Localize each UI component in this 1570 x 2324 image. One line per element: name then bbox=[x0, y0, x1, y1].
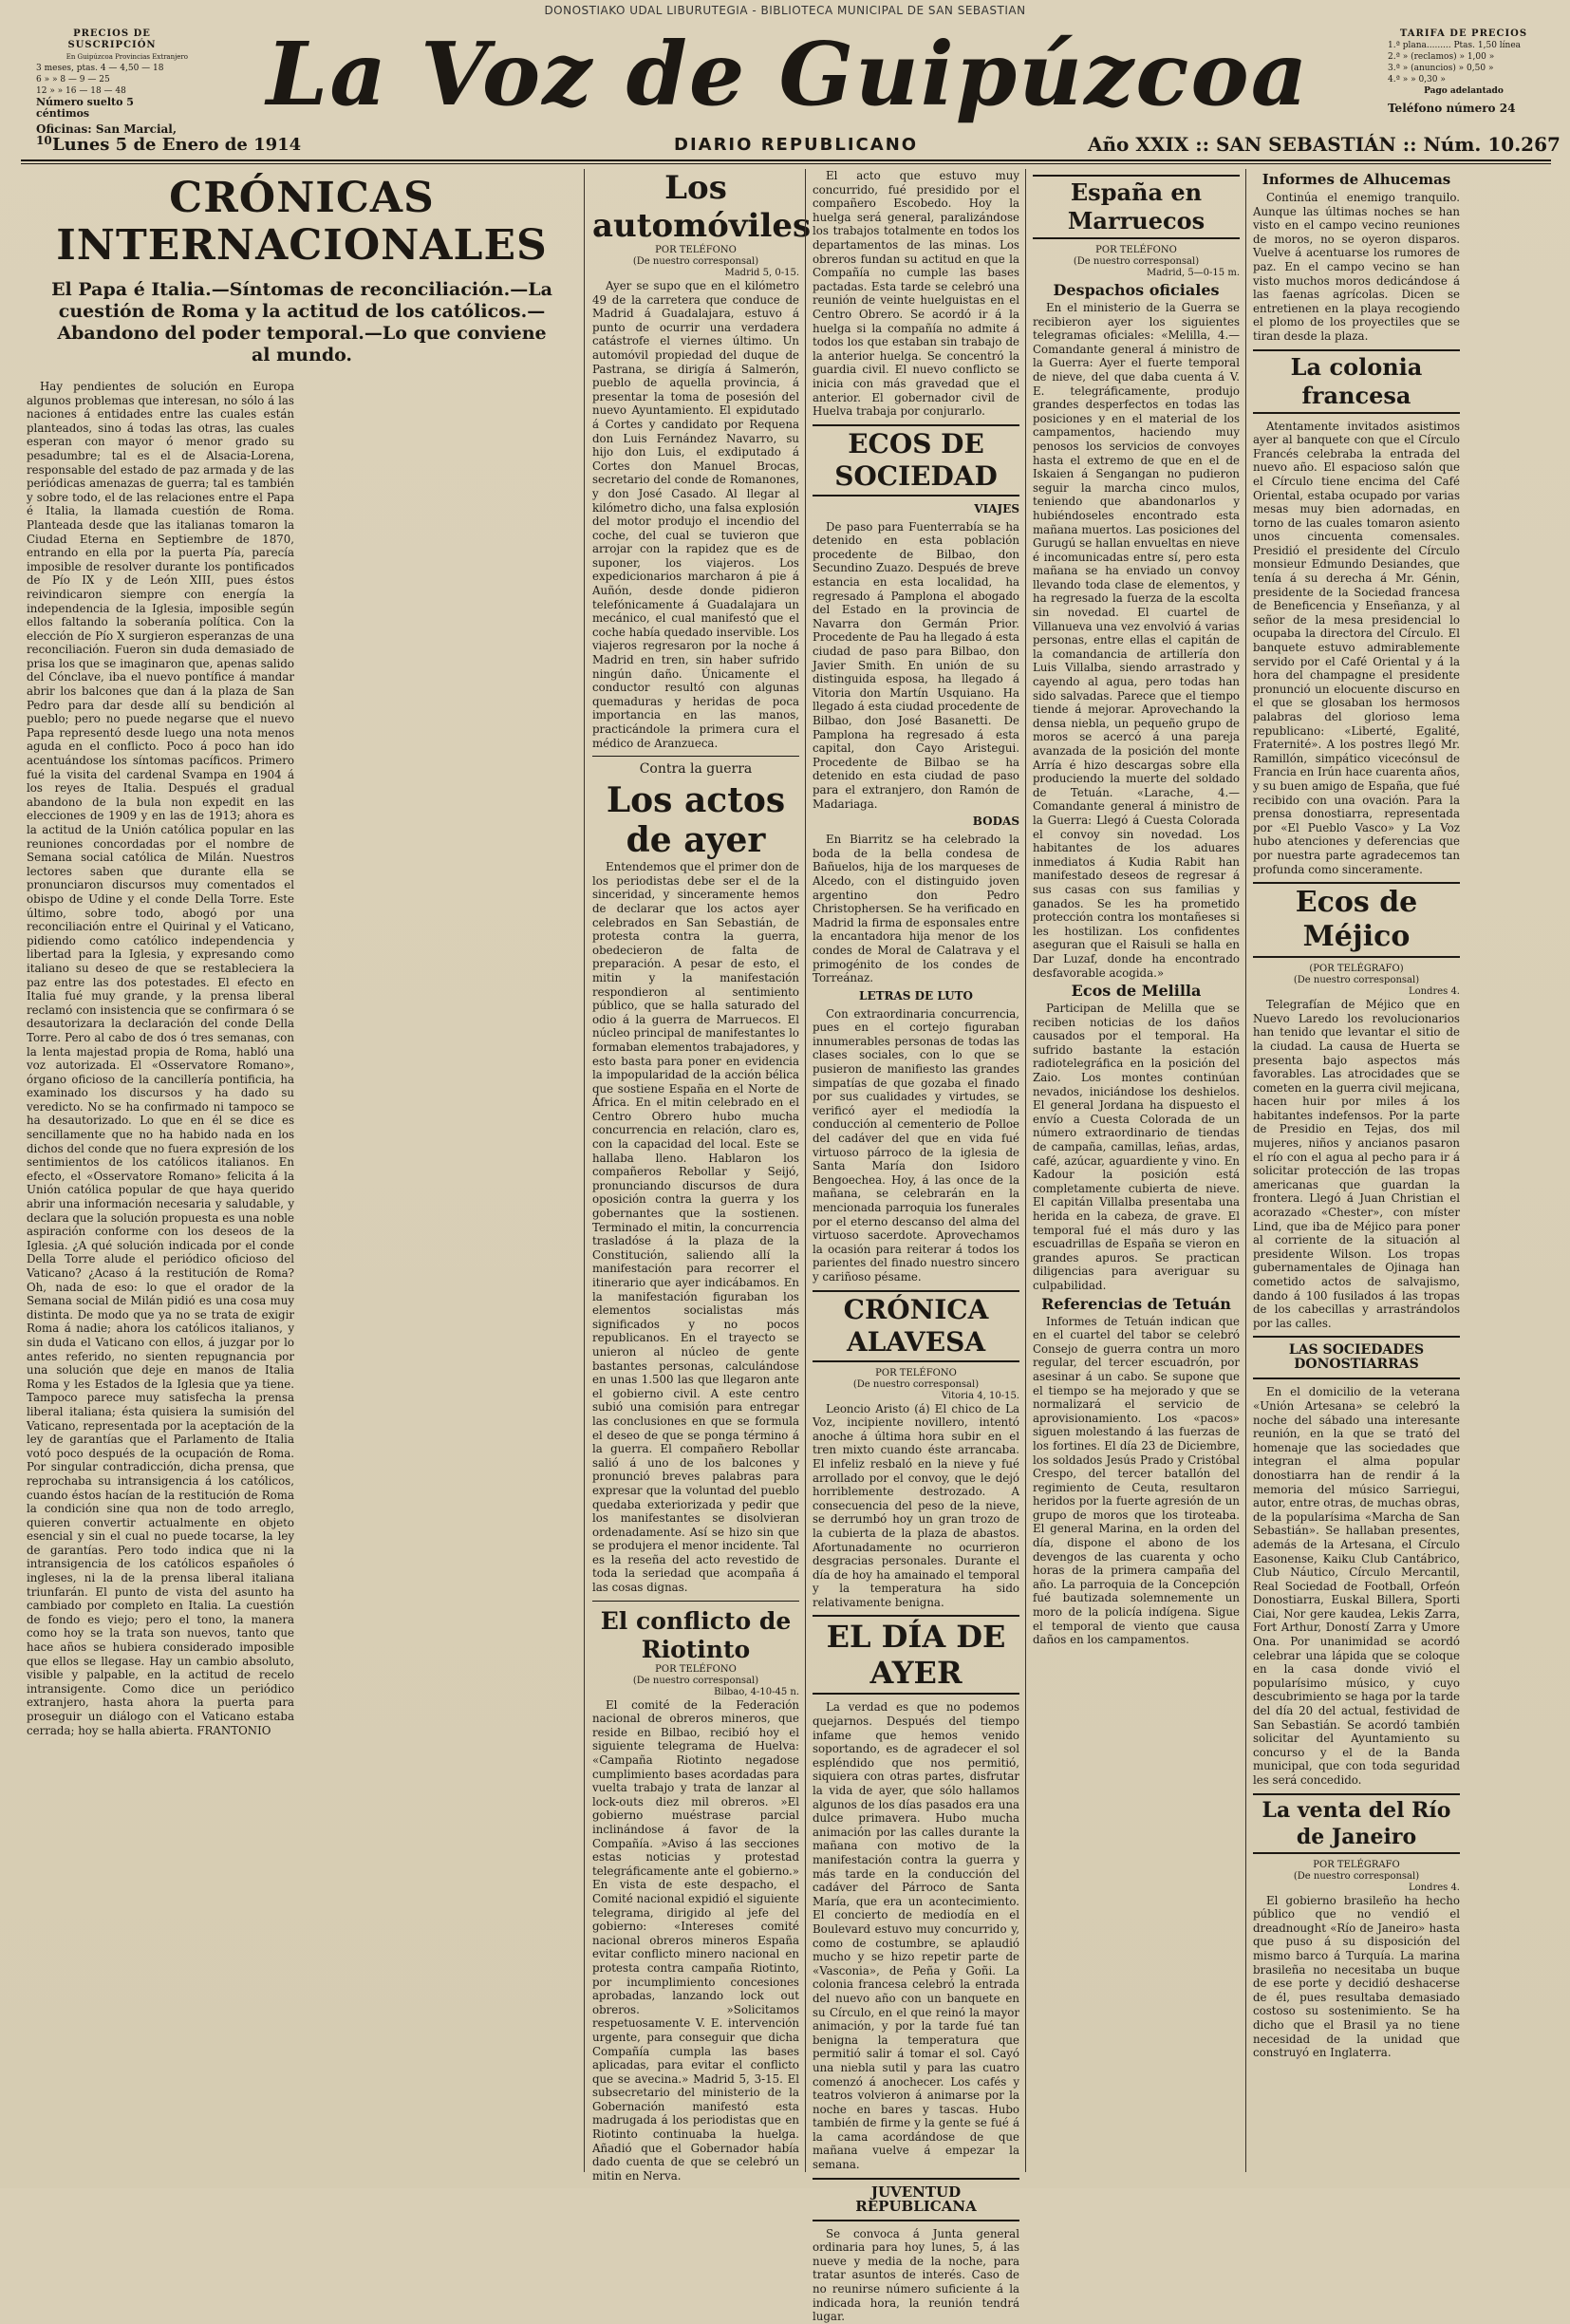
alava-text: Leoncio Aristo (á) El chico de La Voz, incipiente novillero, intentó anoche á última hora subir en el tren mixto cuando éste arrancaba. El infeliz resbaló en la nieve y fué arrollado por el convoy, que le dejó horriblemente destrozado. A consecuencia del peso de la nieve, se derrumbó hoy un gran trozo de la cubierta de la plaza de abastos. Afortunadamente no ocurrieron desgracias personales. Durante el día de hoy ha amainado el temporal y la temperatura ha sido relativamente benigna. bbox=[813, 1401, 1019, 1609]
society-box bbox=[813, 424, 1019, 497]
correspondent-label: (De nuestro corresponsal) bbox=[852, 1378, 980, 1390]
subscription-columns: En Guipúzcoa Provincias Extranjero bbox=[65, 53, 188, 61]
official-dispatches-kicker: Despachos oficiales bbox=[1053, 281, 1220, 299]
rates-heading: TARIFA DE PRECIOS bbox=[1399, 28, 1528, 39]
international-text: Hay pendientes de solución en Europa algunos problemas que interesan, no sólo á las naciones á entidades entre las cuales están planteados, sino á todas las otras, las cuales esperan con mayor ó menor grado su pesadumbre; tal es el de Alsacia-Lorena, responsable del estado de paz armada y de las periódicas amenazas de guerra; tal es también y sobre todo, el de las relaciones entre el Papa é Italia, la llamada cuestión de Roma. Planteada desde que las italianas tomaron la Ciudad Eterna en Septiembre de 1870, entrando en ella por la puerta Pía, parecía imposible de resolver durante los pontificados de Pío IX y de León XIII, pues éstos reivindicaron siempre con energía la independencia de la Iglesia, imposible según ellos faltando la soberanía política. Con la elección de Pío X surgieron esperanzas de una reconciliación. Fueron sin duda demasiado de prisa los que se imaginaron que, apenas salido del Cónclave, iba el nuevo pontífice á mandar abrir los balcones que dan á la plaza de San Pedro para dar desde allí su bendición al pueblo; pero no puede negarse que el nuevo Papa representó desde luego una nota menos aguda en el conflicto. Poco á poco han ido acentuándose los síntomas pacíficos. Primero fué la visita del cardenal Svampa en 1904 á los reyes de Italia. Después el gradual abandono de la bula non expedit en las elecciones de 1909 y en las de 1913; ahora es la actitud de la Unión católica popular en las reuniones concordadas por el nombre de Semana social católica de Milán. Nuestros lectores saben que durante ella se pronunciaron discursos muy comentados el obispo de Udine y el conde Della Torre. Este último, sobre todo, abogó por una reconciliación entre el Quirinal y el Vaticano, pidiendo como católico independencia y libertad para la Iglesia, y expresando como italiano su deseo de que se restableciera la paz entre las dos potestades. El efecto en Italia fué muy grande, y la prensa liberal reclamó con insistencia que se confirmara ó se desautorizara la declaración del conde Della Torre. Pero al cabo de dos ó tres semanas, con la lenta majestad propia de Roma, habló una voz autorizada. El «Osservatore Romano», órgano oficioso de la cancillería pontificia, ha examinado los discursos y ha dado su veredicto. No se ha confirmado ni tampoco se ha desautorizado. Lo que en él se dice es sencillamente que no ha habido nada en los dichos del conde que no fuera expresión de los sentimientos de los católicos italianos. En efecto, el «Osservatore Romano» felicita á la Unión católica popular de que haya querido abrir una información necesaria y saludable, y declara que la solución propuesta es una noble aspiración conforme con los deseos de la Iglesia. ¿A qué solución indicada por el conde Della Torre alude el periódico oficioso del Vaticano? ¿Acaso á la restitución de Roma? Oh, nada de eso: lo que el orador de la Semana social de Milán pidió es una cosa muy distinta. De modo que ya no se trata de exigir Roma á nadie; ahora los católicos italianos, y sin duda el Vaticano con ellos, á juzgar por lo antes referido, no sienten repugnancia por una solución que deje en manos de Italia Roma y les Estados de la Iglesia que ya tiene. Tampoco parece muy satisfecha la prensa liberal italiana; ésta quisiera la sumisión del Vaticano, representada por la aceptación de la ley de garantías que el Parlamento de Italia votó poco después de la ocupación de Roma. Por singular contradicción, dicha prensa, que reprochaba su intransigencia á los católicos, cuando éstos hacían de la restitución de Roma la condición sine qua non de todo arreglo, quieren convertir actualmente en objeto esencial y sin el cual no puede tocarse, la ley de garantías. Pero todo indica que ni la intransigencia de los católicos españoles ó ingleses, ni la de la prensa liberal italiana triunfarán. El punto de vista del asunto ha cambiado por completo en Italia. La cuestión de fondo es viejo; pero el tono, la manera como hoy se la trata son nuevos, tanto que hace años se hubiera considerado imposible que ellos se llegase. Hay un cambio absoluto, visible y palpable, en la actitud de recelo intransigente. Como dice un periódico extranjero, hasta ahora la puerta para proseguir un diálogo con el Vaticano estaba cerrada; hoy se halla abierta. FRANTONIO bbox=[27, 380, 294, 1737]
issue-number: Año XXIX :: SAN SEBASTIÁN :: Núm. 10.267 bbox=[1088, 133, 1561, 156]
travel-kicker: VIAJES bbox=[974, 501, 1019, 515]
international-heading: CRÓNICAS INTERNACIONALES bbox=[56, 174, 548, 270]
mexico-text: Telegrafían de Méjico que en Nuevo Laredo los revolucionarios han tenido que levantar el sitio de la ciudad. La causa de Huerta se presenta bajo aspectos más favorables. Las atrocidades que se cometen en la guerra civil mejicana, hacen huir por miles á los habitantes indefensos. Por la parte de Presidio en Tejas, dos mil mujeres, niños y ancianos pasaron el río con el agua al pecho para ir á solicitar protección de las tropas americanas que guardan la frontera. Llegó á Juan Christian el acorazado «Chester», con míster Lind, que iba de Méjico para poner al corriente de la situación al presidente Wilson. Los tropas gubernamentales de Ojinaga han cometido actos de salvajismo, dando á 100 fusilados á las tropas de los cabecillas y arrastrándolos por las calles. bbox=[1253, 998, 1460, 1330]
mourning-kicker: LETRAS DE LUTO bbox=[859, 988, 973, 1003]
dateline: Madrid 5, 0-15. bbox=[724, 268, 799, 278]
rio-box bbox=[1253, 1793, 1460, 1854]
alava-box bbox=[813, 1290, 1019, 1362]
yesterday-text: La verdad es que no podemos quejarnos. Después del tiempo infame que hemos venido soportando, es de agradecer el sol espléndido que nos permitió, siquiera con otras partes, disfrutar la vida de ayer, que sólo hallamos algunos de los días pasados era una dulce primavera. Hubo mucha animación por las calles durante la mañana con motivo de la manifestación contra la guerra y más tarde en la conducción del cadáver del Párroco de Santa María, que era un acontecimiento. El concierto de mediodía en el Boulevard estuvo muy concurrido y, como de costumbre, se aplaudió mucho y se hizo repetir parte de «Vasconia», de Peña y Goñi. La colonia francesa celebró la entrada del nuevo año con un banquete en su Círculo, en el que reinó la mayor animación, y por la tarde fué tan benigna la temperatura que permitió salir á tomar el sol. Cayó una niebla sutil y para las cuatro comenzó á anochecer. Los cafés y teatros volvieron á animarse por la noche en bares y tascas. Hubo también de firme y la gente se fué á la cama acordándose de que mañana vuelve á empezar la semana. bbox=[813, 1700, 1019, 2172]
melilla-text: Participan de Melilla que se reciben noticias de los daños causados por el temporal. Ha sufrido bastante la estación radiotelegráfica en la posición del Zaio. Los montes continúan nevados, iniciándose los deshielos. El general Jordana ha dispuesto el envío a Cuesta Colorada de un número extraordinario de tiendas de campaña, camillas, leñas, ardas, café, azúcar, aguardiente y vino. En Kadour la posición está completamente cubierta de nieve. El capitán Villalba presentaba una herida en la cabeza, de grave. El temporal fué el más duro y las escuadrillas de España se vieron en grandes apuros. Se practican diligencias para averiguar su culpabilidad. bbox=[1033, 1002, 1240, 1292]
by-phone-label: POR TELÉFONO bbox=[1095, 245, 1177, 255]
alhucemas-text: Continúa el enemigo tranquilo. Aunque las últimas noches se han visto en el campo vecino reuniones de moros, no se oyeron disparos. Vuelve á acentuarse los rumores de paz. En el campo vecino se han visto muchos moros dedicándose á las faenas agrícolas. Dicen se entretienen en la playa recogiendo el plomo de los proyectiles que se tiran desde la plaza. bbox=[1253, 191, 1460, 343]
dateline: Londres 4. bbox=[1408, 986, 1460, 998]
column-divider bbox=[805, 169, 806, 2172]
archive-label: DONOSTIAKO UDAL LIBURUTEGIA - BIBLIOTECA MUNICIPAL DE SAN SEBASTIAN bbox=[544, 4, 1026, 17]
society-heading: ECOS DE SOCIEDAD bbox=[834, 427, 998, 492]
correspondent-label: (De nuestro corresponsal) bbox=[632, 256, 759, 267]
weddings-kicker: BODAS bbox=[972, 815, 1019, 829]
rio-text: El gobierno brasileño ha hecho público que no vendió el dreadnought «Río de Janeiro» hasta que puso á su disposición del mismo barco á Turquía. La marina brasileña no necesitaba un buque de ese porte y decidió deshacerse de él, pues resultaba demasiado costoso su sostenimiento. Se ha dicho que el Brasil ya no tiene necesidad de la unidad que construyó en Inglaterra. bbox=[1253, 1893, 1460, 2060]
subscription-row: 6 » » 8 — 9 — 25 bbox=[36, 75, 110, 84]
morocco-box bbox=[1033, 175, 1240, 239]
section-rule bbox=[592, 1601, 799, 1602]
mourning-text: Con extraordinaria concurrencia, pues en el cortejo figuraban innumerables personas de todas las clases sociales, con lo que se pusieron de manifiesto las grandes simpatías de que gozaba el finado por sus cualidades y virtudes, se verificó ayer el mediodía la conducción al cementerio de Polloe del cadáver del que en vida fué virtuoso párroco de la iglesia de Santa María don Isidoro Bengoechea. Hoy, á las once de la mañana, se celebrarán en la mencionada parroquia los funerales por el eterno descanso del alma del virtuoso sacerdote. Aprovechamos la ocasión para reiterar á todos los parientes del finado nuestro sincero y cariñoso pésame. bbox=[813, 1006, 1019, 1284]
column-news-b bbox=[813, 169, 1019, 2324]
tetuan-text: Informes de Tetuán indican que en el cuartel del tabor se celebró Consejo de guerra contra un moro regular, del tercer escuadrón, por asesinar á un cabo. Se supone que el tiempo se ha mejorado y que se normalizará el servicio de aprovisionamiento. Los «pacos» siguen molestando á las fuerzas de los fortines. El día 23 de Diciembre, los soldados Jesús Prado y Cristóbal Crespo, del tercer batallón del regimiento de Ceuta, resultaron heridos por la fuerte agresión de un grupo de moros que los tiroteaba. El general Marina, en la orden del día, dispone el abono de los devengos de las cuarenta y ocho horas de la primera campaña del año. La parroquia de la Concepción fué bautizada solemnemente un moro de la policía indígena. Sigue el temporal de viento que causa daños en los campamentos. bbox=[1033, 1314, 1240, 1647]
automobiles-heading: Los automóviles bbox=[592, 169, 812, 245]
correspondent-label: (De nuestro corresponsal) bbox=[1293, 975, 1420, 986]
column-divider bbox=[1025, 169, 1026, 2172]
by-phone-label: POR TELÉFONO bbox=[655, 245, 737, 255]
rates-row: 3.ª » (anuncios) » 0,50 » bbox=[1388, 64, 1494, 73]
melilla-heading: Ecos de Melilla bbox=[1071, 982, 1202, 1001]
subscription-heading: PRECIOS DE SUSCRIPCIÓN bbox=[67, 28, 157, 50]
rates-row: 2.ª » (reclamos) » 1,00 » bbox=[1388, 52, 1495, 62]
column-foreign bbox=[1253, 169, 1460, 2167]
by-phone-label: POR TELÉFONO bbox=[875, 1367, 957, 1378]
subscription-box bbox=[36, 28, 188, 146]
correspondent-label: (De nuestro corresponsal) bbox=[632, 1675, 759, 1686]
morocco-text: En el ministerio de la Guerra se recibieron ayer los siguientes telegramas oficiales: «Melilla, 4.—Comandante general á ministro de la Guerra: Ayer el fuerte temporal de nieve, del que daba cuenta á V. E. telegráficamente, produjo grandes desperfectos en todas las posiciones y en el material de los campamentos, haciendo muy penosos los servicios de convoyes hasta el extremo de que en el de Iskaien á Sengangan no pudieron seguir la marcha cinco mulos, teniendo que abandonarlos y hubiéndoseles encontrado esta mañana muertos. Las posiciones del Gurugú se hallan envueltas en nieve é incomunicadas entre sí, pero esta mañana se ha enviado un convoy llevando toda clase de elementos, y ha regresado la fuerza de la escolta sin novedad. El cuartel de Villanueva una vez envolvió á varias personas, entre ellas el capitán de la comandancia de artillería don Luis Villalba, siendo arrastrado y cayendo al agua, pero todas han sido salvadas. Parece que el tiempo tiende á mejorar. Aprovechando la densa niebla, un pequeño grupo de moros se acercó á una pareja avanzada de la posición del monte Arría é hizo descargas sobre ella produciendo la muerte del soldado de Tetuán. «Larache, 4.—Comandante general á ministro de la Guerra: Llegó á Cuesta Colorada el convoy sin novedad. Los habitantes de los aduares inmediatos á Kudia Rabit han manifestado deseos de regresar á sus casas con sus familias y ganados. Se les ha prometido protección contra los montañeses si les hostilizan. Los confidentes aseguran que el Raisuli se halla en Dar Luzaf, donde ha encontrado desfavorable acogida.» bbox=[1033, 301, 1241, 980]
single-copy-price: Número suelto 5 céntimos bbox=[36, 96, 134, 120]
dateline: Bilbao, 4-10-45 n. bbox=[714, 1686, 799, 1697]
acts-heading: Los actos de ayer bbox=[606, 780, 786, 861]
war-kicker: Contra la guerra bbox=[639, 761, 753, 778]
column-international bbox=[27, 169, 577, 2167]
french-colony-text: Atentamente invitados asistimos ayer al banquete con que el Círculo Francés celebraba la entrada del nuevo año. El espacioso salón que el Círculo tiene encima del Café Oriental, estaba ocupado por varias mesas muy bien adornadas, en torno de las cuales tomaron asiento unos cincuenta comensales. Presidió el presidente del Círculo monsieur Edmundo Desiandes, que tenía á su derecha á Mr. Génin, presidente de la Sociedad francesa de Beneficencia y Enseñanza, y al señor de la mesa presidencial lo ocupaba la directora del Círculo. El banquete estuvo admirablemente servido por el Café Oriental y á la hora del champagne el presidente pronunció un elocuente discurso en el que se glosaban los hermosos palabras del glorioso lema republicano: «Liberté, Egalité, Fraternité». A los postres llegó Mr. Ramillón, simpático vicecónsul de Francia en Irún hace cuarenta años, y su buen amigo de España, que fué recibido con una ovación. Para la prensa donostiarra, representada por «El Pueblo Vasco» y La Voz hubo atenciones y deferencias que por nuestra parte agradecemos tan profunda como sinceramente. bbox=[1253, 419, 1460, 876]
french-colony-heading: La colonia francesa bbox=[1290, 352, 1423, 409]
acts-text: Entendemos que el primer don de los periodistas debe ser el de la sinceridad, y sinceramente hemos de declarar que los actos ayer celebrados en San Sebastián, de protesta contra la guerra, obedecieron de falta de preparación. A pesar de esto, el mitin y la manifestación respondieron al sentimiento público, que se halla saturado del odio á la guerra de Marruecos. El núcleo principal de manifestantes lo formaban elementos trabajadores, y esto basta para poner en evidencia la impopularidad de la acción bélica que sostiene España en el Norte de África. En el mitin celebrado en el Centro Obrero hubo mucha concurrencia en relación, claro es, con la capacidad del local. Este se hallaba lleno. Hablaron los compañeros Rebollar y Seijó, pronunciando discursos de dura oposición contra la guerra y los gobernantes que la sostienen. Terminado el mitin, la concurrencia trasladóse á la plaza de la Constitución, saliendo allí la manifestación para recorrer el itinerario que ayer indicábamos. En la manifestación figuraban los elementos socialistas más significados y no pocos republicanos. En el trayecto se unieron al núcleo de gente bastantes personas, calculándose en unas 1.500 las que llegaron ante el gobierno civil. A este centro subió una comisión para entregar las conclusiones en que se formula el deseo de que se ponga término á la guerra. El compañero Rebollar salió á uno de los balcones y pronunció breves palabras para expresar que la voluntad del pueblo quedaba exteriorizada y pedir que los manifestantes se disolvieran ordenadamente. Así se hizo sin que se produjera el menor incidente. Tal es la reseña del acto revestido de toda la seriedad que acompaña á las cosas dignas. bbox=[592, 860, 799, 1595]
column-divider bbox=[1245, 169, 1246, 2172]
youth-heading: JUVENTUD REPUBLICANA bbox=[855, 2183, 977, 2215]
section-rule bbox=[592, 756, 799, 757]
masthead-rule bbox=[21, 159, 1551, 161]
rio-heading: La venta del Río de Janeiro bbox=[1262, 1797, 1451, 1849]
weddings-text: En Biarritz se ha celebrado la boda de la bella condesa de Bañuelos, hija de los marqueses de Alcedo, con el distinguido joven argentino don Pedro Christophersen. Se ha verificado en Madrid la firma de esponsales entre la encantadora hija menor de los condes de Moral de Calatrava y el primogénito de los condes de Torreánaz. bbox=[813, 833, 1019, 985]
masthead-title: La Voz de Guipúzcoa bbox=[266, 23, 1310, 125]
yesterday-box bbox=[813, 1615, 1019, 1695]
tetuan-heading: Referencias de Tetuán bbox=[1041, 1294, 1231, 1313]
alhucemas-heading: Informes de Alhucemas bbox=[1262, 171, 1451, 188]
column-morocco bbox=[1033, 169, 1240, 2167]
subscription-row: 3 meses, ptas. 4 — 4,50 — 18 bbox=[36, 64, 164, 73]
international-deck: El Papa é Italia.—Síntomas de reconciliación.—La cuestión de Roma y la actitud de los católicos.—Abandono del poder temporal.—Lo que conviene al mundo. bbox=[51, 279, 552, 365]
phone-number: Teléfono número 24 bbox=[1388, 102, 1516, 115]
by-telegraph-label: (POR TELÉGRAFO) bbox=[1309, 964, 1404, 975]
morocco-heading: España en Marruecos bbox=[1067, 178, 1206, 234]
office-address: Oficinas: San Marcial, 10 bbox=[36, 122, 178, 147]
dateline: Vitoria 4, 10-15. bbox=[941, 1390, 1019, 1401]
automobiles-text: Ayer se supo que en el kilómetro 49 de la carretera que conduce de Madrid á Guadalajara, estuvo á punto de ocurrir una verdadera catástrofe el viernes último. Un automóvil propiedad del duque de Pastrana, se dirigía á Salmerón, pueblo de aquella provincia, á presentar la toma de posesión del nuevo Ayuntamiento. El expidutado á Cortes y candidato por Requena don Luis Fernández Navarro, su hijo don Luis, el exdiputado á Cortes don Manuel Brocas, secretario del conde de Romanones, y don José Casado. Al llegar al kilómetro dicho, una falsa explosión del motor produjo el incendio del coche, del cual se tuvieron que arrojar con la rapidez que es de suponer, los viajeros. Los expedicionarios marcharon á pie á Auñón, desde donde pidieron telefónicamente á Guadalajara un mecánico, el cual manifestó que el coche había quedado inservible. Los viajeros regresaron por la noche á Madrid en tren, sin haber sufrido ningún daño. Únicamente el conductor resultó con algunas quemaduras y heridas de poca importancia en las manos, practicándole la primera cura el médico de Aranzueca. bbox=[592, 279, 799, 750]
column-divider bbox=[584, 169, 585, 2172]
youth-box bbox=[813, 2178, 1019, 2221]
international-body bbox=[27, 380, 577, 2146]
prepaid-note: Pago adelantado bbox=[1424, 86, 1504, 96]
rates-box bbox=[1388, 28, 1540, 114]
correspondent-label: (De nuestro corresponsal) bbox=[1293, 1870, 1420, 1882]
dateline: Londres 4. bbox=[1408, 1882, 1460, 1893]
riotinto-continued: El acto que estuvo muy concurrido, fué presidido por el compañero Escobedo. Hoy la huelga será general, paralizándose los trabajos totalmente en todos los departamentos de las minas. Los obreros fundan su actitud en que la Compañía no cumple las bases pactadas. Esta tarde se celebró una reunión de veinte huelguistas en el Centro Obrero. Se acordó ir á la huelga si la compañía no admite á todos los que estaban sin trabajo de la anterior huelga. Se concentró la guardia civil. El nuevo conflicto se inicia con más gravedad que el anterior. El gobernador civil de Huelva trabaja por conjurarlo. bbox=[813, 169, 1019, 419]
issue-date: Lunes 5 de Enero de 1914 bbox=[52, 135, 302, 155]
rates-row: 4.ª » » 0,30 » bbox=[1388, 75, 1446, 84]
riotinto-text: El comité de la Federación nacional de obreros mineros, que reside en Bilbao, recibió hoy el siguiente telegrama de Huelva: «Campaña Riotinto negadose cumplimiento bases acordadas para vuelta trabajo y trata de lanzar al lock-outs diez mil obreros. »El gobierno muéstrase parcial inclinándose á favor de la Compañía. »Aviso á las secciones estas noticias y protestad telegráficamente ante el gobierno.» En vista de este despacho, el Comité nacional expidió el siguiente telegrama, dirigido al jefe del gobierno: «Intereses comité nacional obreros mineros España evitar conflicto minero nacional en protesta contra campaña Riotinto, por incumplimiento concesiones aprobadas, lanzando lock out obreros. »Solicitamos respetuosamente V. E. intervención urgente, para conseguir que dicha Compañía cumpla las bases aplicadas, para evitar el conflicto que se avecina.» Madrid 5, 3-15. El subsecretario del ministerio de la Gobernación manifestó esta madrugada á los periodistas que en Riotinto continuaba la huelga. Añadió que el Gobernador había dado cuenta de que se celebró un mitin en Nerva. bbox=[592, 1697, 799, 2183]
societies-text: En el domicilio de la veterana «Unión Artesana» se celebró la noche del sábado una interesante reunión, en la que se trató del homenaje que las sociedades que integran el alma popular donostiarra han de rendir á la memoria del músico Sarriegui, autor, entre otras, de muchas obras, de la popularísima «Marcha de San Sebastián». Se hallaban presentes, además de la Artesana, el Círculo Easonense, Kaiku Club Cantábrico, Club Náutico, Círculo Mercantil, Real Sociedad de Football, Orfeón Donostiarra, Euskal Billera, Sporti Ciai, Nor gere kaudea, Lekis Zarra, Fort Arthur, Doností Zarra y Umore Ona. Por unanimidad se acordó celebrar una lápida que se coloque en la casa donde vivió el popularísimo músico, y cuyo descubrimiento se haga por la tarde del día 20 del actual, festividad de San Sebastián. Se acordó también solicitar del Ayuntamiento su concurso y el de la Banda municipal, que con toda seguridad les será concedido. bbox=[1253, 1385, 1460, 1787]
yesterday-heading: EL DÍA DE AYER bbox=[826, 1619, 1006, 1692]
dateline: Madrid, 5—0-15 m. bbox=[1146, 268, 1240, 278]
subscription-row: 12 » » 16 — 18 — 48 bbox=[36, 86, 126, 96]
societies-heading: LAS SOCIEDADES DONOSTIARRAS bbox=[1288, 1342, 1425, 1373]
riotinto-heading: El conflicto de Riotinto bbox=[600, 1606, 792, 1663]
society-text: De paso para Fuenterrabía se ha detenido en esta población procedente de Bilbao, don Secundino Zuazo. Después de breve estancia en esta localidad, ha regresado á Pamplona el abogado del Estado en la provincia de Navarra don Germán Prior. Procedente de Pau ha llegado á esta ciudad de paso para Bilbao, don Javier Smith. En unión de su distinguida esposa, ha llegado á Vitoria don Martín Usquiano. Ha llegado á esta ciudad procedente de Bilbao, don José Basanetti. De Pamplona ha regresado á esta capital, don Cayo Aristegui. Procedente de Bilbao se ha detenido en esta ciudad de paso para el extranjero, don Ramón de Madariaga. bbox=[813, 519, 1019, 811]
alava-heading: CRÓNICA ALAVESA bbox=[843, 1293, 989, 1358]
mexico-box bbox=[1253, 882, 1460, 958]
societies-box bbox=[1253, 1336, 1460, 1379]
youth-text: Se convoca á Junta general ordinaria para hoy lunes, 5, á las nueve y media de la noche, para tratar asuntos de interés. Caso de no reunirse número suficiente á la indicada hora, la reunión tendrá lugar. bbox=[813, 2226, 1019, 2324]
by-phone-label: POR TELÉFONO bbox=[655, 1663, 737, 1675]
french-colony-box bbox=[1253, 349, 1460, 414]
rates-row: 1.ª plana......... Ptas. 1,50 línea bbox=[1388, 41, 1522, 50]
column-news-a bbox=[592, 169, 812, 2183]
correspondent-label: (De nuestro corresponsal) bbox=[1073, 256, 1200, 267]
mexico-heading: Ecos de Méjico bbox=[1295, 886, 1418, 954]
by-telegraph-label: POR TELÉGRAFO bbox=[1313, 1859, 1400, 1870]
newspaper-subtitle: DIARIO REPUBLICANO bbox=[674, 135, 919, 155]
masthead-rule-thin bbox=[21, 163, 1551, 164]
